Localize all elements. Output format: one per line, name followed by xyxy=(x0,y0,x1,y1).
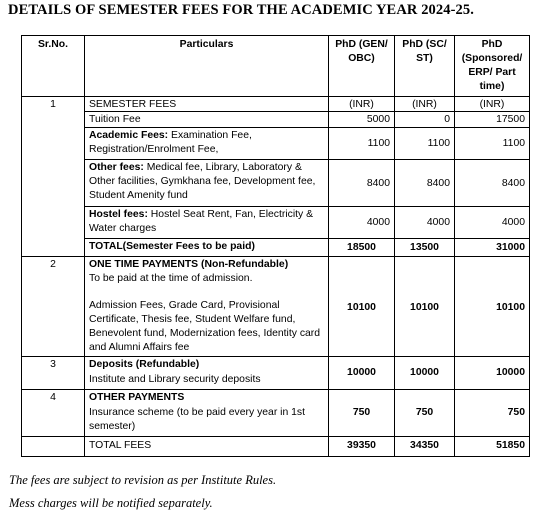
one-time-sub: To be paid at the time of admission. xyxy=(89,273,253,285)
note-mess-charges: Mess charges will be notified separately. xyxy=(9,496,213,510)
hostel-fees-label xyxy=(85,207,328,239)
other-payments-value-sc-st: 750 xyxy=(395,390,455,437)
other-payments-sub: Insurance scheme (to be paid every year in 1st semester) xyxy=(89,406,306,432)
table-row-total-fees xyxy=(22,437,530,456)
academic-label-rest: Examination Fee, Registration/Enrolment Fee, xyxy=(89,130,252,156)
other-payments-value-sponsored: 750 xyxy=(455,390,530,437)
hostel-fees-value: 4000 xyxy=(395,207,454,239)
table-row-semester-fees xyxy=(22,97,530,257)
semester-fees-label: SEMESTER FEES xyxy=(85,97,328,112)
particulars-cell xyxy=(85,257,329,357)
gen-obc-values xyxy=(329,97,395,257)
table-row-deposits xyxy=(22,357,530,390)
tuition-value: 5000 xyxy=(329,112,394,128)
other-fees-label xyxy=(85,160,328,207)
total-fees-sc-st: 34350 xyxy=(395,437,455,456)
semester-total-label: TOTAL(Semester Fees to be paid) xyxy=(89,241,255,253)
semester-total-value: 31000 xyxy=(496,242,525,254)
unit-label: (INR) xyxy=(395,97,454,112)
header-particulars: Particulars xyxy=(85,36,329,97)
other-fees-value: 8400 xyxy=(455,160,529,207)
one-time-value-sc-st: 10100 xyxy=(395,257,455,357)
one-time-value-gen-obc: 10100 xyxy=(329,257,395,357)
sr-cell: 4 xyxy=(22,390,85,437)
other-fees-value: 8400 xyxy=(329,160,394,207)
academic-label-bold: Academic Fees: xyxy=(89,130,169,142)
other-fees-label-rest: Medical fee, Library, Laboratory & Other facilities, Gymkhana fee, Development fee, Student Amenity fund xyxy=(89,162,316,202)
academic-value: 1100 xyxy=(395,128,454,160)
other-payments-value-gen-obc: 750 xyxy=(329,390,395,437)
one-time-heading: ONE TIME PAYMENTS (Non-Refundable) xyxy=(89,259,289,271)
particulars-cell xyxy=(85,357,329,390)
other-fees-value: 8400 xyxy=(395,160,454,207)
particulars-cell xyxy=(85,390,329,437)
deposits-value-gen-obc: 10000 xyxy=(329,357,395,390)
note-revision: The fees are subject to revision as per Institute Rules. xyxy=(9,473,277,487)
tuition-label: Tuition Fee xyxy=(85,112,328,128)
empty-sr-cell xyxy=(22,437,85,456)
semester-total-value: 18500 xyxy=(347,242,376,254)
sponsored-values xyxy=(455,97,530,257)
academic-label xyxy=(85,128,328,160)
deposits-value-sc-st: 10000 xyxy=(395,357,455,390)
deposits-heading: Deposits (Refundable) xyxy=(89,359,200,371)
hostel-fees-label-rest: Hostel Seat Rent, Fan, Electricity & Water charges xyxy=(89,209,314,235)
hostel-fees-value: 4000 xyxy=(329,207,394,239)
sr-cell: 3 xyxy=(22,357,85,390)
total-fees-sponsored: 51850 xyxy=(455,437,530,456)
fees-table xyxy=(21,35,530,457)
deposits-sub: Institute and Library security deposits xyxy=(89,373,261,385)
sr-cell: 1 xyxy=(22,97,85,257)
total-fees-gen-obc: 39350 xyxy=(329,437,395,456)
hostel-fees-value: 4000 xyxy=(455,207,529,239)
academic-value: 1100 xyxy=(455,128,529,160)
sr-cell: 2 xyxy=(22,257,85,357)
header-phd-sponsored: PhD (Sponsored/ ERP/ Part time) xyxy=(455,36,530,97)
header-phd-gen-obc: PhD (GEN/ OBC) xyxy=(329,36,395,97)
header-srno: Sr.No. xyxy=(22,36,85,97)
total-fees-label: TOTAL FEES xyxy=(85,437,329,456)
one-time-value-sponsored: 10100 xyxy=(455,257,530,357)
other-fees-label-bold: Other fees: xyxy=(89,162,144,174)
other-payments-heading: OTHER PAYMENTS xyxy=(89,392,185,404)
sc-st-values xyxy=(395,97,455,257)
tuition-value: 0 xyxy=(395,112,454,128)
hostel-fees-label-bold: Hostel fees: xyxy=(89,209,148,221)
one-time-details: Admission Fees, Grade Card, Provisional Certificate, Thesis fee, Student Welfare fund, Benevolent fund, Modernization fees, Identity card and Alumni Affairs fee xyxy=(89,300,321,354)
semester-total-value: 13500 xyxy=(410,242,439,254)
deposits-value-sponsored: 10000 xyxy=(455,357,530,390)
tuition-value: 17500 xyxy=(455,112,529,128)
table-row-one-time-payments xyxy=(22,257,530,357)
particulars-cell xyxy=(85,97,329,257)
table-row-other-payments xyxy=(22,390,530,437)
table-header-row xyxy=(22,36,530,97)
header-phd-sc-st: PhD (SC/ ST) xyxy=(395,36,455,97)
unit-label: (INR) xyxy=(455,97,529,112)
academic-value: 1100 xyxy=(329,128,394,160)
unit-label: (INR) xyxy=(329,97,394,112)
page-title: DETAILS OF SEMESTER FEES FOR THE ACADEMIC YEAR 2024-25. xyxy=(8,2,474,18)
